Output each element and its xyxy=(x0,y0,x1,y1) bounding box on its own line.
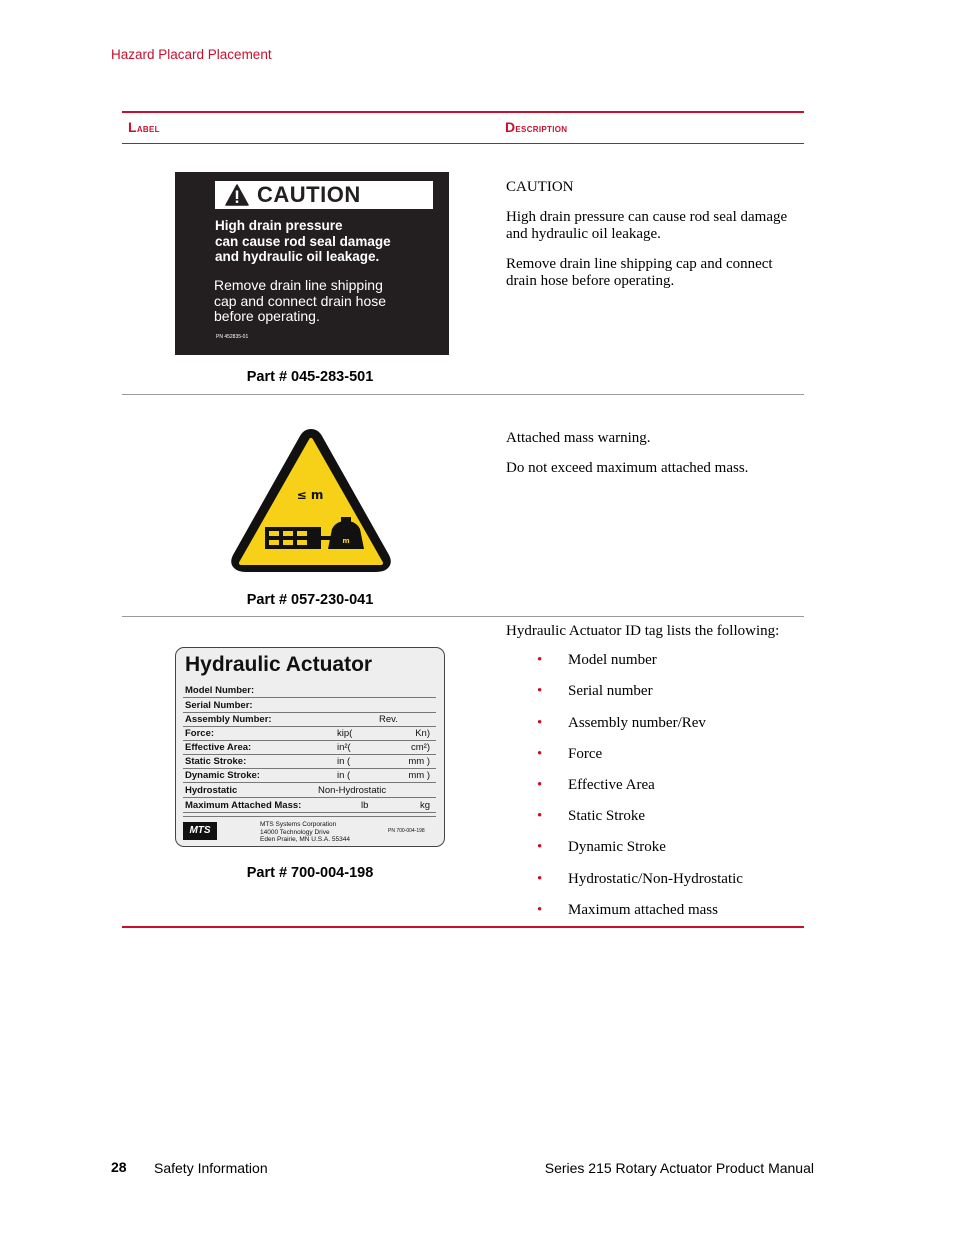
warning-triangle-icon xyxy=(225,184,249,206)
table-header-rule xyxy=(122,143,804,144)
tag-field-serial-number: Serial Number: xyxy=(183,698,436,713)
tag-field-hydrostatic: Hydrostatic Non-Hydrostatic xyxy=(183,783,436,798)
tag-part-number: PN 700-004-198 xyxy=(388,828,425,834)
footer-manual-title: Series 215 Rotary Actuator Product Manual xyxy=(544,1160,814,1176)
tag-field-static-stroke: Static Stroke: in ( mm ) xyxy=(183,754,436,769)
table-bottom-rule xyxy=(122,926,804,928)
footer-section: Safety Information xyxy=(154,1160,268,1176)
mass-weight-icon: m xyxy=(342,537,350,545)
caution-placard xyxy=(175,172,449,355)
column-header-label: Label xyxy=(128,119,160,135)
part-number-caption: Part # 700-004-198 xyxy=(246,865,374,881)
tag-field-effective-area: Effective Area: in²( cm²) xyxy=(183,740,436,755)
tag-footer-rule xyxy=(183,816,436,817)
tag-field-force: Force: kip( Kn) xyxy=(183,726,436,741)
row-divider xyxy=(122,394,804,395)
part-number-caption: Part # 057-230-041 xyxy=(246,592,374,608)
caution-header-bar xyxy=(215,181,433,209)
tag-manufacturer-address: MTS Systems Corporation 14000 Technology Drive Eden Prairie, MN U.S.A. 55344 xyxy=(260,821,350,843)
running-head: Hazard Placard Placement xyxy=(111,47,272,62)
mass-limit-symbol: ≤ m xyxy=(296,488,324,502)
tag-field-assembly-number: Assembly Number: Rev. xyxy=(183,712,436,727)
row-divider xyxy=(122,616,804,617)
tag-field-model-number: Model Number: xyxy=(183,683,436,698)
part-number-caption: Part # 045-283-501 xyxy=(246,369,374,385)
caution-instruction-text: Remove drain line shipping cap and connect drain hose before operating. xyxy=(214,277,387,324)
description-caution: CAUTION High drain pressure can cause rod seal damage and hydraulic oil leakage. Remove drain line shipping cap and connect drain hose before operating. xyxy=(506,179,788,289)
caution-title: CAUTION xyxy=(257,182,361,207)
description-id-tag-intro: Hydraulic Actuator ID tag lists the following: xyxy=(506,623,780,639)
description-attached-mass: Attached mass warning. Do not exceed maximum attached mass. xyxy=(506,430,749,476)
caution-warning-text: High drain pressure can cause rod seal damage and hydraulic oil leakage. xyxy=(215,218,391,264)
caution-part-number: PN 452835-01 xyxy=(216,334,249,340)
tag-field-dynamic-stroke: Dynamic Stroke: in ( mm ) xyxy=(183,768,436,783)
hydraulic-actuator-id-tag xyxy=(175,647,445,847)
page-number: 28 xyxy=(111,1159,127,1175)
tag-field-maximum-attached-mass: Maximum Attached Mass: lb kg xyxy=(183,798,436,813)
table-top-rule xyxy=(122,111,804,113)
column-header-description: Description xyxy=(505,119,568,135)
mts-logo: MTS xyxy=(183,822,217,840)
tag-title: Hydraulic Actuator xyxy=(185,653,373,676)
attached-mass-warning-sign xyxy=(228,425,394,575)
